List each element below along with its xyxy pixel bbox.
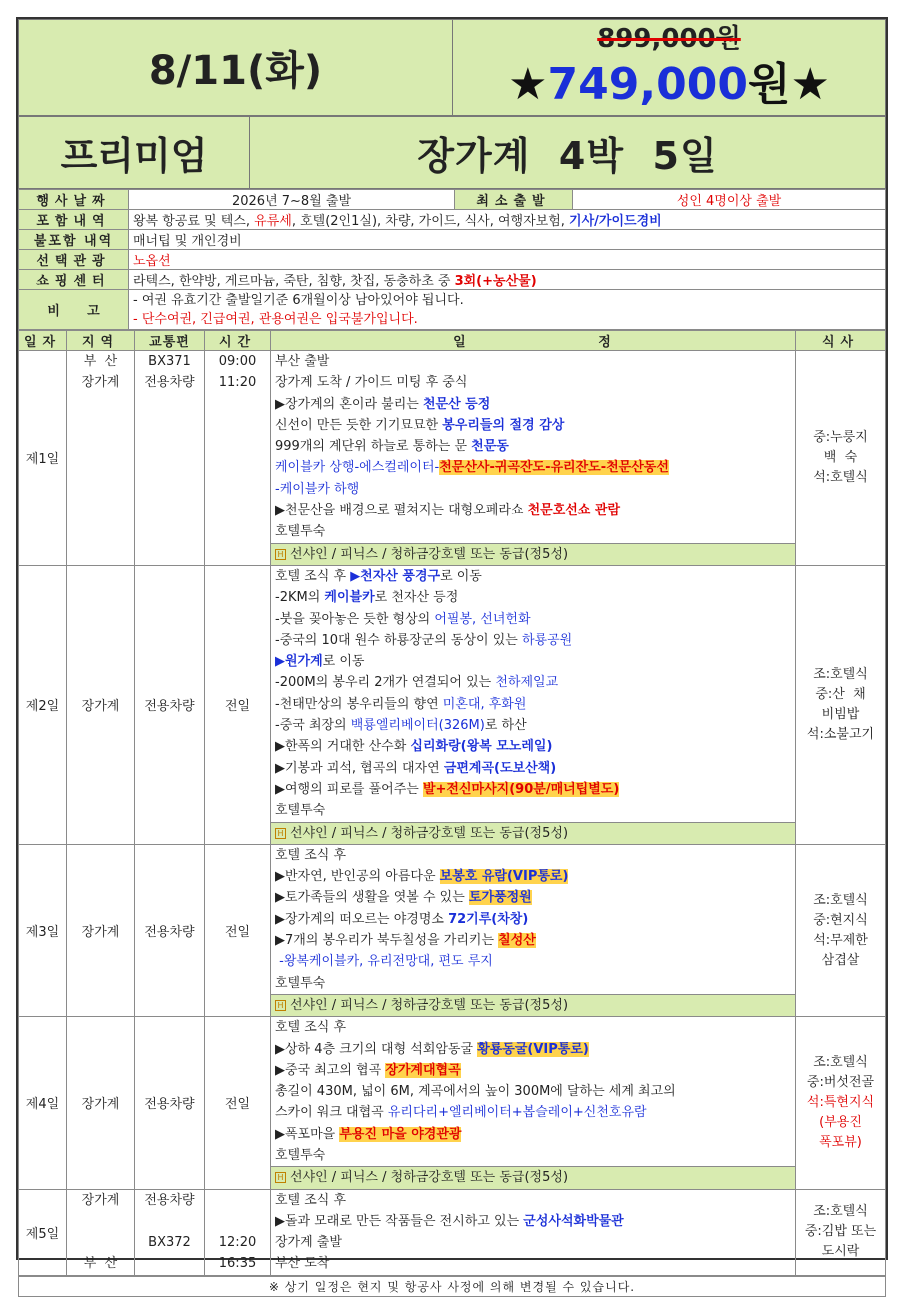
hotel-info: H 선샤인 / 피닉스 / 청하금강호텔 또는 동급(정5성) <box>271 1166 795 1188</box>
footer-note: ※ 상기 일정은 현지 및 항공사 사정에 의해 변경될 수 있습니다. <box>19 1276 886 1296</box>
include-value: 왕복 항공료 및 텍스, 유류세, 호텔(2인1실), 차량, 가이드, 식사, 여행자보험, 기사/가이드경비 <box>129 210 886 230</box>
col-place: 지역 <box>67 331 135 351</box>
star-icon: ★ <box>508 58 548 110</box>
departure-value: 2026년 7~8월 출발 <box>129 190 455 210</box>
meal-info: 조:호텔식 중:현지식 석:무제한 삼겹살 <box>796 844 886 1016</box>
day-row: 제2일 장가계 전용차량 전일 호텔 조식 후 ▶천자산 풍경구로 이동 -2KM의 케이블카로 천자산 등정 -붓을 꽂아놓은 듯한 형상의 어필봉, 선녀헌화 -중국의 10대 원수 하룡장군의 동상이 있는 하룡공원 ▶원가계로 이동 -200M의 봉우리 2개가 연결되어 있는 천하제일교 -천태만상의 봉우리들의 향연 미혼대, 후화원 -중국 최장의 백룡엘리베이터(326M)로 하산 ▶한폭의 거대한 산수화 십리화랑(왕복 모노레일) ▶기봉과 괴석, 협곡의 대자연 금편계곡(도보산책) ▶여행의 피로를 풀어주는 발+전신마사지(90분/매너팁별도) 호텔투숙 H 선샤인 / 피닉스 / 청하금강호텔 또는 동급(정5성) 조:호텔식 중:산 채 비빔밥 석:소불고기 <box>19 565 886 844</box>
option-label: 선택관광 <box>19 250 129 270</box>
schedule-table <box>18 330 886 1276</box>
col-time: 시간 <box>205 331 271 351</box>
day-label: 제4일 <box>19 1017 67 1189</box>
grade-label: 프리미엄 <box>19 117 250 189</box>
day-plan: 호텔 조식 후 ▶천자산 풍경구로 이동 -2KM의 케이블카로 천자산 등정 -붓을 꽂아놓은 듯한 형상의 어필봉, 선녀헌화 -중국의 10대 원수 하룡장군의 동상이 있는 하룡공원 ▶원가계로 이동 -200M의 봉우리 2개가 연결되어 있는 천하제일교 -천태만상의 봉우리들의 향연 미혼대, 후화원 -중국 최장의 백룡엘리베이터(326M)로 하산 ▶한폭의 거대한 산수화 십리화랑(왕복 모노레일) ▶기봉과 괴석, 협곡의 대자연 금편계곡(도보산책) ▶여행의 피로를 풀어주는 발+전신마사지(90분/매너팁별도) 호텔투숙 H 선샤인 / 피닉스 / 청하금강호텔 또는 동급(정5성) <box>271 565 796 844</box>
col-meal: 식사 <box>796 331 886 351</box>
hotel-icon: H <box>275 1172 286 1183</box>
meal-info: 조:호텔식 중:김밥 또는 도시락 <box>796 1189 886 1275</box>
sale-price: ★749,000원★ <box>508 58 830 110</box>
shop-label: 쇼핑센터 <box>19 270 129 290</box>
day-plan: 호텔 조식 후 ▶상하 4층 크기의 대형 석회암동굴 황룡동굴(VIP통로) ▶중국 최고의 협곡 장가계대협곡 총길이 430M, 넓이 6M, 계곡에서의 높이 300M에 달하는 세계 최고의 스카이 워크 대협곡 유리다리+엘리베이터+봅슬레이+신천호유람 ▶폭포마을 부용진 마을 야경관광 호텔투숙 H 선샤인 / 피닉스 / 청하금강호텔 또는 동급(정5성) <box>271 1017 796 1189</box>
tour-title: 장가계 4박 5일 <box>250 117 886 189</box>
day-label: 제3일 <box>19 844 67 1016</box>
meal-info: 조:호텔식 중:버섯전골 석:특현지식 (부용진 폭포뷰) <box>796 1017 886 1189</box>
min-label: 최소출발 <box>455 190 573 210</box>
day-plan: 부산 출발 장가계 도착 / 가이드 미팅 후 중식 ▶장가계의 혼이라 불리는 천문산 등정 신선이 만든 듯한 기기묘묘한 봉우리들의 절경 감상 999개의 계단위 하늘로 통하는 문 천문동 케이블카 상행-에스컬레이터-천문산사-귀곡잔도-유리잔도-천문산동선 -케이블카 하행 ▶천문산을 배경으로 펼쳐지는 대형오페라쇼 천문호선쇼 관람 호텔투숙 H 선샤인 / 피닉스 / 청하금강호텔 또는 동급(정5성) <box>271 351 796 566</box>
col-plan: 일 정 <box>271 331 796 351</box>
shop-value: 라텍스, 한약방, 게르마늄, 죽탄, 침향, 찻집, 동충하초 중 3회(+농산물) <box>129 270 886 290</box>
min-value: 성인 4명이상 출발 <box>573 190 886 210</box>
option-value: 노옵션 <box>129 250 886 270</box>
hotel-info: H 선샤인 / 피닉스 / 청하금강호텔 또는 동급(정5성) <box>271 822 795 844</box>
hotel-icon: H <box>275 549 286 560</box>
header-table <box>18 19 886 116</box>
day-row: 제1일 부 산 장가계 BX371 전용차량 09:00 11:20 부산 출발 장가계 도착 / 가이드 미팅 후 중식 ▶장가계의 혼이라 불리는 천문산 등정 신선이 만든 듯한 기기묘묘한 봉우리들의 절경 감상 999개의 계단위 하늘로 통하는 문 천문동 케이블카 상행-에스컬레이터-천문산사-귀곡잔도-유리잔도-천문산동선 -케이블카 하행 ▶천문산을 배경으로 펼쳐지는 대형오페라쇼 천문호선쇼 관람 호텔투숙 H 선샤인 / 피닉스 / 청하금강호텔 또는 동급(정5성) 중:누룽지 백 숙 석:호텔식 <box>19 351 886 566</box>
day-label: 제5일 <box>19 1189 67 1275</box>
original-price: 899,000원 <box>597 23 741 54</box>
exclude-label: 불포함 내역 <box>19 230 129 250</box>
hotel-icon: H <box>275 1000 286 1011</box>
day-plan: 호텔 조식 후 ▶반자연, 반인공의 아름다운 보봉호 유람(VIP통로) ▶토가족들의 생활을 엿볼 수 있는 토가풍정원 ▶장가계의 떠오르는 야경명소 72기루(차창) ▶7개의 봉우리가 북두칠성을 가리키는 칠성산 -왕복케이블카, 유리전망대, 편도 루지 호텔투숙 H 선샤인 / 피닉스 / 청하금강호텔 또는 동급(정5성) <box>271 844 796 1016</box>
departure-date: 8/11(화) <box>19 20 453 116</box>
departure-label: 행사날짜 <box>19 190 129 210</box>
col-transport: 교통편 <box>135 331 205 351</box>
price-box <box>453 20 886 116</box>
star-icon: ★ <box>790 58 830 110</box>
day-row: 제4일 장가계 전용차량 전일 호텔 조식 후 ▶상하 4층 크기의 대형 석회암동굴 황룡동굴(VIP통로) ▶중국 최고의 협곡 장가계대협곡 총길이 430M, 넓이 6M, 계곡에서의 높이 300M에 달하는 세계 최고의 스카이 워크 대협곡 유리다리+엘리베이터+봅슬레이+신천호유람 ▶폭포마을 부용진 마을 야경관광 호텔투숙 H 선샤인 / 피닉스 / 청하금강호텔 또는 동급(정5성) 조:호텔식 중:버섯전골 석:특현지식 (부용진 폭포뷰) <box>19 1017 886 1189</box>
hotel-info: H 선샤인 / 피닉스 / 청하금강호텔 또는 동급(정5성) <box>271 543 795 565</box>
day-row: 제5일 장가계 부 산 전용차량 BX372 12:20 16:35 호텔 조식 후 ▶돌과 모래로 만든 작품들은 전시하고 있는 군성사석화박물관 장가계 출발 부산 도착 조:호텔식 중:김밥 또는 도시락 <box>19 1189 886 1275</box>
exclude-value: 매너팁 및 개인경비 <box>129 230 886 250</box>
day-label: 제1일 <box>19 351 67 566</box>
note-value: - 여권 유효기간 출발일기준 6개월이상 남아있어야 됩니다. - 단수여권, 긴급여권, 관용여권은 입국불가입니다. <box>129 290 886 330</box>
day-plan: 호텔 조식 후 ▶돌과 모래로 만든 작품들은 전시하고 있는 군성사석화박물관 장가계 출발 부산 도착 <box>271 1189 796 1275</box>
col-day: 일자 <box>19 331 67 351</box>
hotel-icon: H <box>275 828 286 839</box>
hotel-info: H 선샤인 / 피닉스 / 청하금강호텔 또는 동급(정5성) <box>271 994 795 1016</box>
info-table <box>18 189 886 330</box>
footer-table <box>18 1276 886 1297</box>
header-title-table <box>18 116 886 189</box>
include-label: 포함내역 <box>19 210 129 230</box>
day-row: 제3일 장가계 전용차량 전일 호텔 조식 후 ▶반자연, 반인공의 아름다운 보봉호 유람(VIP통로) ▶토가족들의 생활을 엿볼 수 있는 토가풍정원 ▶장가계의 떠오르는 야경명소 72기루(차창) ▶7개의 봉우리가 북두칠성을 가리키는 칠성산 -왕복케이블카, 유리전망대, 편도 루지 호텔투숙 H 선샤인 / 피닉스 / 청하금강호텔 또는 동급(정5성) 조:호텔식 중:현지식 석:무제한 삼겹살 <box>19 844 886 1016</box>
day-label: 제2일 <box>19 565 67 844</box>
itinerary-sheet <box>16 17 888 1294</box>
meal-info: 중:누룽지 백 숙 석:호텔식 <box>796 351 886 566</box>
note-label: 비 고 <box>19 290 129 330</box>
meal-info: 조:호텔식 중:산 채 비빔밥 석:소불고기 <box>796 565 886 844</box>
